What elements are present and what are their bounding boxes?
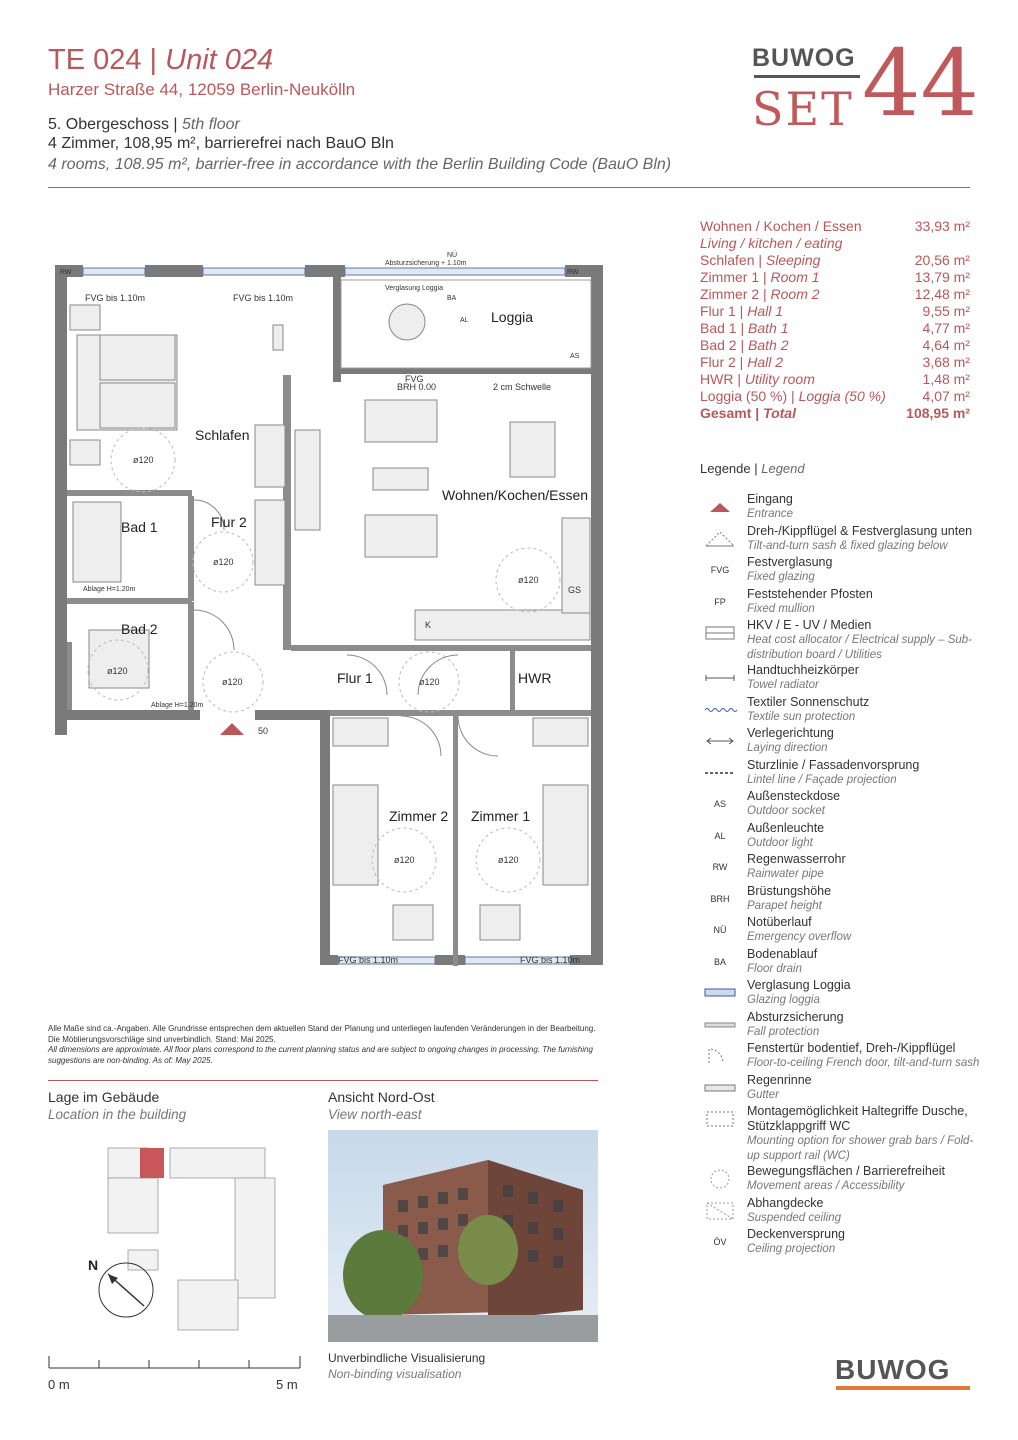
legend-label-de: Sturzlinie / Fassadenvorsprung xyxy=(747,757,920,772)
scale-start: 0 m xyxy=(48,1377,70,1392)
legend-label-en: Outdoor light xyxy=(747,836,813,849)
legend-symbol-icon xyxy=(700,1198,740,1224)
legend-symbol-icon xyxy=(700,1075,740,1101)
label-rw-right: RW xyxy=(567,269,579,276)
legend-label-en: Tilt-and-turn sash & fixed glazing below xyxy=(747,539,948,552)
legend-item xyxy=(700,947,980,979)
legend-symbol-icon xyxy=(700,620,740,646)
label-nu: NÜ xyxy=(447,252,458,259)
label-fvg-bis-left: FVG bis 1.10m xyxy=(85,293,146,303)
legend-label-de: Fenstertür bodentief, Dreh-/Kippflügel xyxy=(747,1041,956,1055)
area-value: 3,68 m² xyxy=(922,354,970,370)
legend-label-de: HKV / E - UV / Medien xyxy=(747,618,872,632)
area-room-name xyxy=(700,303,783,320)
area-room-en: Room 1 xyxy=(770,269,820,285)
legend-symbol-text: BA xyxy=(713,956,726,967)
disclaimer-en: All dimensions are approximate. All floor plans correspond to the current planning status and are subject to ongoing changes in processing. The furnishing suggestions are non-binding. As of: May 2025. xyxy=(48,1045,593,1065)
unit-location-highlight xyxy=(140,1148,164,1178)
legend-label-de: Handtuchheizkörper xyxy=(747,663,859,677)
legend-label-de: Außenleuchte xyxy=(747,820,825,835)
legend-symbol-icon xyxy=(700,1106,740,1132)
scale-bar xyxy=(48,1352,302,1396)
label-ablage-bad1: Ablage H=1.20m xyxy=(83,586,136,593)
legend-label-de: Deckenversprung xyxy=(747,1227,845,1241)
legend-label-en: Glazing loggia xyxy=(747,994,820,1006)
area-row xyxy=(700,388,970,405)
legend-symbol-text: BRH xyxy=(710,893,730,904)
unit-title xyxy=(48,44,273,77)
area-total-row xyxy=(700,405,970,422)
legend-symbol-icon xyxy=(700,949,740,975)
area-value: 4,77 m² xyxy=(922,320,970,336)
legend-label-de: Brüstungshöhe xyxy=(747,883,832,898)
legend-item xyxy=(700,915,980,947)
label-dim50: 50 xyxy=(258,726,269,736)
legend-item xyxy=(700,1010,980,1042)
label-ablage-bad2: Ablage H=1.20m xyxy=(151,702,204,709)
legend-label-de: Außensteckdose xyxy=(747,789,841,803)
area-room-name xyxy=(700,337,789,354)
entrance-marker xyxy=(220,723,244,735)
legend-symbol-icon xyxy=(700,1166,740,1192)
legend-symbol-icon xyxy=(700,917,740,943)
visualisation-note: Unverbindliche Visualisierung xyxy=(328,1351,486,1365)
area-total-name xyxy=(700,405,796,422)
legend-label-en: Lintel line / Façade projection xyxy=(747,773,897,786)
legend-symbol-icon xyxy=(700,728,740,754)
label-fvg-bis-right: FVG bis 1.10m xyxy=(233,293,294,303)
legend-symbol-icon xyxy=(700,589,740,615)
legend-label-en: Rainwater pipe xyxy=(747,868,824,880)
label-fvg-bis-zimmer2: FVG bis 1.10m xyxy=(338,955,399,965)
legend-symbol-icon xyxy=(700,557,740,583)
building-location-map xyxy=(60,1140,290,1340)
area-total-en: Total xyxy=(763,405,796,421)
area-room-de: Zimmer 1 | xyxy=(700,269,767,285)
area-value: 4,07 m² xyxy=(922,388,970,404)
legend-label-en: Fixed glazing xyxy=(747,571,815,583)
legend-symbol-icon xyxy=(700,526,740,552)
legend-symbol-icon xyxy=(700,791,740,817)
legend-item xyxy=(700,492,980,524)
room-zimmer1: Zimmer 1 xyxy=(471,808,531,824)
legend-label-de: Regenrinne xyxy=(747,1072,812,1087)
circle-label-bad2: ø120 xyxy=(107,666,128,676)
legend-symbol-icon xyxy=(700,665,740,691)
legend-label-de: Textiler Sonnenschutz xyxy=(747,694,870,709)
view-title-en: View north-east xyxy=(328,1107,422,1122)
area-room-en: Loggia (50 %) xyxy=(798,388,886,404)
view-title: Ansicht Nord-Ost xyxy=(328,1089,435,1105)
legend-label-de: Bodenablauf xyxy=(747,946,818,961)
label-al: AL xyxy=(460,317,469,324)
area-room-en: Bath 1 xyxy=(748,320,789,336)
circle-label-flur1-right: ø120 xyxy=(419,677,440,687)
circle-label-flur1-left: ø120 xyxy=(222,677,243,687)
area-room-name xyxy=(700,286,820,303)
area-room-name xyxy=(700,388,886,405)
rooms-summary-en: 4 rooms, 108.95 m², barrier-free in accordance with the Berlin Building Code (BauO Bln) xyxy=(48,156,672,173)
legend-label-en: Textile sun protection xyxy=(747,710,856,723)
legend-label-de: Verglasung Loggia xyxy=(747,978,851,992)
floor-info xyxy=(48,116,240,134)
legend-item xyxy=(700,852,980,884)
legend-label-de: Abhangdecke xyxy=(747,1195,824,1210)
area-room-en: Living / kitchen / eating xyxy=(700,235,843,251)
legend-label-en: Laying direction xyxy=(747,742,828,754)
legend-label-de: Bewegungsflächen / Barrierefreiheit xyxy=(747,1164,946,1178)
area-row xyxy=(700,371,970,388)
header-divider xyxy=(48,187,970,188)
circle-label-schlafen: ø120 xyxy=(133,455,154,465)
logo-brand: BUWOG xyxy=(752,44,856,72)
area-row xyxy=(700,337,970,354)
label-fvg-bis-zimmer1: FVG bis 1.10m xyxy=(520,955,581,965)
floor-plan xyxy=(55,250,615,975)
legend-label-de: Regenwasserrohr xyxy=(747,852,846,866)
room-bad2: Bad 2 xyxy=(121,621,158,637)
legend-item xyxy=(700,663,980,695)
area-row xyxy=(700,269,970,286)
legend-title-de: Legende | xyxy=(700,461,758,476)
area-value: 33,93 m² xyxy=(914,218,970,234)
scale-end: 5 m xyxy=(276,1377,298,1392)
room-schlafen: Schlafen xyxy=(195,427,250,443)
circle-label-zimmer2: ø120 xyxy=(394,855,415,865)
buwog-set44-logo xyxy=(752,30,980,137)
floor-de: 5. Obergeschoss | xyxy=(48,116,178,133)
area-row xyxy=(700,354,970,371)
label-ba: BA xyxy=(447,295,457,302)
circle-label-kitchen: ø120 xyxy=(518,575,539,585)
area-value: 1,48 m² xyxy=(922,371,970,387)
legend-symbol-text: ÖV xyxy=(713,1237,727,1247)
circle-label-flur2: ø120 xyxy=(213,557,234,567)
area-value: 20,56 m² xyxy=(914,252,970,268)
rooms-summary-de: 4 Zimmer, 108,95 m², barrierefrei nach BauO Bln xyxy=(48,135,394,152)
circle-label-zimmer1: ø120 xyxy=(498,855,519,865)
loggia-outline xyxy=(341,280,591,368)
legend-symbol-icon xyxy=(700,1229,740,1255)
area-value: 12,48 m² xyxy=(914,286,970,302)
area-room-name xyxy=(700,235,842,252)
visualisation-note-en: Non-binding visualisation xyxy=(328,1367,462,1381)
north-label: N xyxy=(88,1257,99,1273)
legend-item xyxy=(700,1041,980,1073)
legend-item xyxy=(700,1164,980,1196)
footer-logo-bar xyxy=(836,1386,970,1390)
room-flur1: Flur 1 xyxy=(337,670,373,686)
label-kitchen-gs: GS xyxy=(568,585,582,595)
address: Harzer Straße 44, 12059 Berlin-Neukölln xyxy=(48,80,356,99)
legend-item xyxy=(700,1104,980,1164)
legend-item xyxy=(700,789,980,821)
legend-label-de: Dreh-/Kippflügel & Festverglasung unten xyxy=(747,523,973,538)
legend-symbol-icon xyxy=(700,760,740,786)
area-room-de: Schlafen | xyxy=(700,252,763,268)
location-title: Lage im Gebäude xyxy=(48,1089,160,1105)
legend-label-en: Fixed mullion xyxy=(747,602,815,615)
disclaimer-de: Alle Maße sind ca.-Angaben. Alle Grundrisse entsprechen dem aktuellen Stand der Planung und unterliegen laufenden Veränderungen in der Bearbeitung. Die Möblierungsvorschläge sind unverbindlich. Stand: Mai 2025. xyxy=(48,1024,596,1044)
legend-item xyxy=(700,758,980,790)
legend-item xyxy=(700,821,980,853)
room-zimmer2: Zimmer 2 xyxy=(389,808,449,824)
area-row xyxy=(700,218,970,235)
area-room-name xyxy=(700,354,783,371)
area-row xyxy=(700,303,970,320)
legend-symbol-text: FP xyxy=(714,596,726,607)
label-kitchen-k: K xyxy=(425,620,432,630)
legend-symbol-icon xyxy=(700,1043,740,1069)
legend-item xyxy=(700,1196,980,1228)
area-total-de: Gesamt | xyxy=(700,405,760,421)
label-verglasung: Verglasung Loggia xyxy=(385,285,443,292)
floor-en: 5th floor xyxy=(182,116,240,133)
room-hwr: HWR xyxy=(518,670,552,686)
area-value: 4,64 m² xyxy=(922,337,970,353)
room-loggia: Loggia xyxy=(491,309,534,325)
legend-symbol-icon xyxy=(700,1012,740,1038)
legend-label-en: Gutter xyxy=(747,1088,779,1101)
legend-symbol-text: FVG xyxy=(710,565,730,575)
area-table xyxy=(700,218,970,422)
area-room-en: Hall 1 xyxy=(747,303,783,319)
legend-label-en: Emergency overflow xyxy=(747,931,852,943)
legend-symbol-icon xyxy=(700,697,740,723)
disclaimer-notes xyxy=(48,1024,598,1066)
legend-item xyxy=(700,524,980,556)
legend-item xyxy=(700,555,980,587)
area-room-de: Loggia (50 %) | xyxy=(700,388,795,404)
legend-label-de: Notüberlauf xyxy=(747,915,812,929)
legend-symbol-icon xyxy=(700,980,740,1006)
area-room-en: Room 2 xyxy=(770,286,820,302)
legend-list xyxy=(700,492,980,1259)
legend-label-en: Floor drain xyxy=(747,962,802,975)
legend-item xyxy=(700,884,980,916)
legend-item xyxy=(700,618,980,663)
room-bad1: Bad 1 xyxy=(121,519,158,535)
building-render-image xyxy=(328,1130,598,1342)
area-total-value: 108,95 m² xyxy=(906,405,970,421)
area-room-name xyxy=(700,371,815,388)
area-value: 13,79 m² xyxy=(914,269,970,285)
legend-symbol-text: AS xyxy=(713,799,726,809)
legend-label-en: Suspended ceiling xyxy=(747,1211,841,1224)
area-room-de: HWR | xyxy=(700,371,741,387)
legend-label-en: Movement areas / Accessibility xyxy=(747,1180,905,1192)
area-room-name xyxy=(700,218,862,235)
room-wohnen: Wohnen/Kochen/Essen xyxy=(442,487,589,503)
legend-label-en: Parapet height xyxy=(747,899,822,912)
area-room-name xyxy=(700,252,820,269)
legend-label-de: Verlegerichtung xyxy=(747,726,834,740)
area-room-en: Hall 2 xyxy=(747,354,783,370)
label-rw-left: RW xyxy=(60,269,72,276)
location-title-en: Location in the building xyxy=(48,1107,187,1122)
area-row xyxy=(700,252,970,269)
legend-label-de: Eingang xyxy=(747,492,793,506)
scale-ruler xyxy=(48,1352,302,1372)
legend-label-en: Ceiling projection xyxy=(747,1243,836,1255)
logo-bar xyxy=(754,75,860,78)
area-row xyxy=(700,286,970,303)
legend-item xyxy=(700,587,980,619)
label-as: AS xyxy=(570,353,580,360)
label-fvg-loggia: FVG xyxy=(405,374,424,384)
legend-label-en: Mounting option for shower grab bars / Fold-up support rail (WC) xyxy=(747,1135,974,1162)
legend-symbol-text: AL xyxy=(714,830,726,841)
area-room-en: Bath 2 xyxy=(748,337,789,353)
legend-label-en: Outdoor socket xyxy=(747,805,825,817)
area-room-de: Bad 2 | xyxy=(700,337,745,353)
legend-symbol-icon xyxy=(700,886,740,912)
legend-label-en: Floor-to-ceiling French door, tilt-and-turn sash xyxy=(747,1057,980,1069)
logo-number: 44 xyxy=(862,30,980,137)
legend-symbol-text: NÜ xyxy=(713,925,727,935)
area-value: 9,55 m² xyxy=(922,303,970,319)
area-room-name xyxy=(700,320,789,337)
legend-label-en: Heat cost allocator / Electrical supply – Sub-distribution board / Utilities xyxy=(747,634,972,661)
legend-item xyxy=(700,978,980,1010)
area-room-de: Zimmer 2 | xyxy=(700,286,767,302)
legend-title-en: Legend xyxy=(761,461,805,476)
legend-label-de: Festverglasung xyxy=(747,555,833,569)
legend-item xyxy=(700,1227,980,1259)
area-room-de: Bad 1 | xyxy=(700,320,745,336)
unit-title-de: TE 024 | xyxy=(48,44,158,76)
legend-label-de: Montagemöglichkeit Haltegriffe Dusche, Stützklappgriff WC xyxy=(747,1104,968,1133)
area-room-name xyxy=(700,269,820,286)
area-room-en: Sleeping xyxy=(765,252,821,268)
footer-logo: BUWOG xyxy=(835,1354,951,1385)
legend-label-en: Fall protection xyxy=(747,1025,820,1038)
room-flur2: Flur 2 xyxy=(211,514,247,530)
legend-item xyxy=(700,726,980,758)
area-row xyxy=(700,320,970,337)
legend-label-en: Entrance xyxy=(747,508,794,520)
area-room-en: Utility room xyxy=(744,371,815,387)
notes-divider xyxy=(48,1080,598,1081)
legend-label-de: Feststehender Pfosten xyxy=(747,586,873,601)
logo-set: SET xyxy=(752,82,854,136)
legend-symbol-text: RW xyxy=(712,862,728,872)
legend-item xyxy=(700,695,980,727)
legend-label-de: Absturzsicherung xyxy=(747,1009,844,1024)
legend-symbol-icon xyxy=(700,854,740,880)
legend-item xyxy=(700,1073,980,1105)
legend-label-en: Towel radiator xyxy=(747,679,819,691)
area-row xyxy=(700,235,970,252)
label-schwelle: 2 cm Schwelle xyxy=(493,382,552,392)
legend-symbol-icon xyxy=(700,823,740,849)
label-absturz: Absturzsicherung + 1.10m xyxy=(385,260,467,267)
area-room-de: Flur 2 | xyxy=(700,354,744,370)
legend-symbol-icon xyxy=(700,494,740,520)
unit-title-en: Unit 024 xyxy=(165,44,274,76)
area-room-de: Flur 1 | xyxy=(700,303,744,319)
legend-title xyxy=(700,461,805,476)
label-brh-loggia: BRH 0.00 xyxy=(397,382,437,392)
area-room-de: Wohnen / Kochen / Essen xyxy=(700,218,862,234)
